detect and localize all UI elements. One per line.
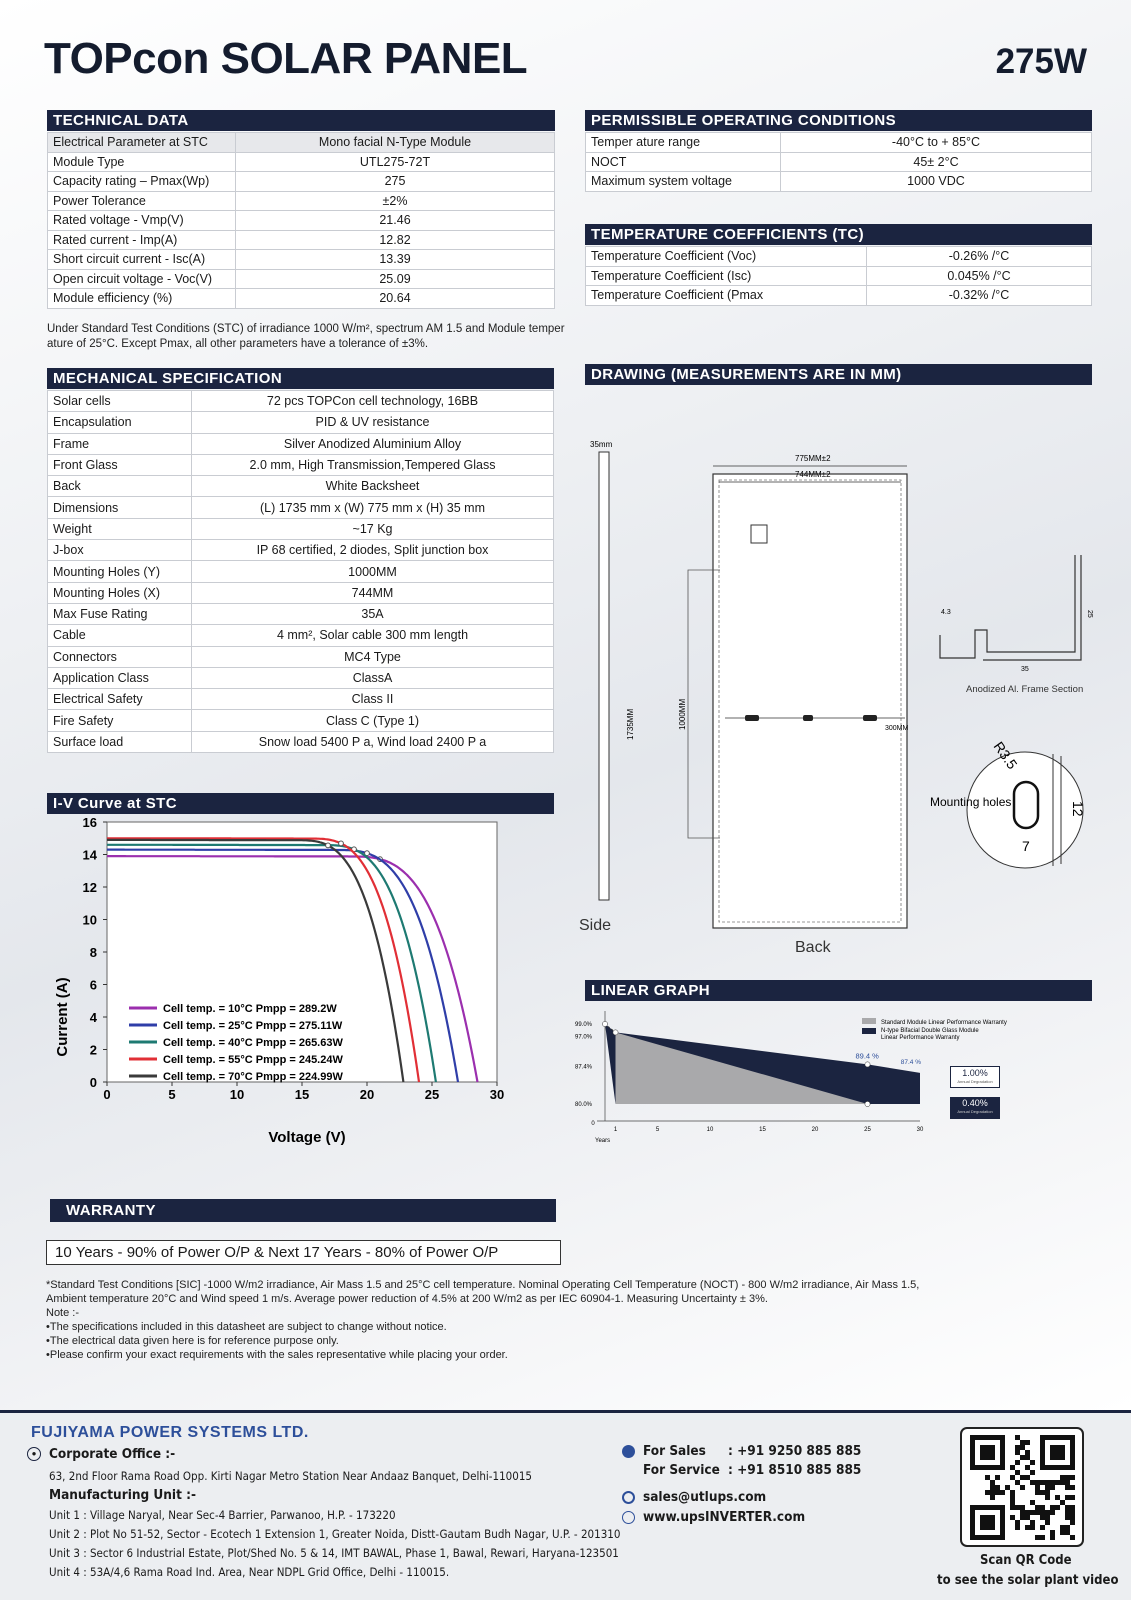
table-row [586, 133, 1092, 153]
param-name: Frame [48, 433, 192, 454]
table-row [48, 497, 554, 518]
mpp-point [339, 841, 344, 846]
table-row [48, 518, 554, 539]
frame-section [940, 555, 1075, 658]
location-icon: ● [27, 1447, 41, 1461]
x-tick-label: 10 [706, 1127, 714, 1133]
x-tick-label: 25 [424, 1087, 440, 1102]
unit-4: Unit 4 : 53A/4,6 Rama Road Ind. Area, Near NDPL Grid Office, Delhi - 110015. [49, 1565, 450, 1579]
param-name: Application Class [48, 667, 192, 688]
param-value: -0.32% /°C [867, 286, 1092, 306]
param-name: NOCT [586, 152, 781, 172]
table-row [48, 191, 555, 211]
service-label: For Service [643, 1462, 720, 1478]
email-icon [622, 1491, 635, 1504]
table-row [48, 476, 554, 497]
param-name: Fire Safety [48, 710, 192, 731]
company-name: FUJIYAMA POWER SYSTEMS LTD. [31, 1424, 309, 1441]
param-value: 13.39 [236, 250, 555, 270]
linear-x-axis-label: Years [595, 1138, 611, 1144]
table-row [48, 540, 554, 561]
sales-phone[interactable]: : +91 9250 885 885 [728, 1443, 862, 1459]
degradation-badge-ntype: 0.40% Annual Degradation [950, 1097, 1000, 1119]
param-value: -0.26% /°C [867, 247, 1092, 267]
y-tick-label: 10 [82, 912, 97, 928]
table-row [48, 152, 555, 172]
stc-note: Under Standard Test Conditions (STC) of irradiance 1000 W/m², spectrum AM 1.5 and Module temper ature of 25°C. Except Pmax, all other parameters have a tolerance of ±3%. [47, 323, 565, 350]
x-tick-label: 5 [168, 1087, 176, 1102]
param-value: ~17 Kg [192, 518, 554, 539]
iv-y-axis-label: Current (A) [54, 977, 71, 1057]
note-line: •The specifications included in this datasheet are subject to change without notice. [46, 1321, 447, 1333]
y-tick-label: 2 [89, 1042, 97, 1058]
param-value: Mono facial N-Type Module [236, 133, 555, 153]
table-row [48, 433, 554, 454]
legend-entry: Cell temp. = 70°C Pmpp = 224.99W [163, 1071, 343, 1083]
hole-width-label: 7 [1022, 838, 1030, 854]
temperature-coefficients-table [585, 246, 1092, 306]
table-row [586, 172, 1092, 192]
warranty-heading: WARRANTY [50, 1199, 556, 1222]
linear-point [613, 1030, 618, 1035]
param-value: White Backsheet [192, 476, 554, 497]
param-value: 1000MM [192, 561, 554, 582]
unit-3: Unit 3 : Sector 6 Industrial Estate, Plot/Shed No. 5 & 14, IMT BAWAL, Phase 1, Bawal, Rewari, Haryana-123501 [49, 1546, 619, 1560]
y-tick-label: 99.0% [575, 1022, 593, 1028]
page-title: TOPcon SOLAR PANEL [44, 34, 528, 83]
param-name: J-box [48, 540, 192, 561]
table-row [48, 731, 554, 752]
table-row [586, 286, 1092, 306]
radius-label: R3.5 [990, 738, 1021, 772]
y-tick-label: 14 [82, 847, 97, 863]
param-value: ±2% [236, 191, 555, 211]
iv-x-axis-label: Voltage (V) [268, 1129, 346, 1146]
cable-length-label: 300MM [885, 725, 909, 732]
x-tick-label: 5 [655, 1127, 660, 1133]
side-view-label: Side [579, 917, 612, 934]
y-tick-label: 4 [89, 1010, 97, 1025]
note-line: Note :- [46, 1307, 80, 1319]
linear-graph-heading: LINEAR GRAPH [585, 980, 1092, 1001]
param-name: Rated current - Imp(A) [48, 230, 236, 250]
corporate-address: 63, 2nd Floor Rama Road Opp. Kirti Nagar Metro Station Near Andaaz Banquet, Delhi-110015 [49, 1469, 532, 1483]
param-value: 21.46 [236, 211, 555, 231]
x-tick-label: 30 [916, 1127, 924, 1133]
table-row [48, 289, 555, 309]
x-tick-label: 15 [294, 1087, 310, 1102]
footer [0, 1410, 1131, 1600]
param-name: Max Fuse Rating [48, 603, 192, 624]
param-value: 275 [236, 172, 555, 192]
param-name: Module efficiency (%) [48, 289, 236, 309]
y-tick-label: 0 [89, 1075, 97, 1090]
x-tick-label: 0 [591, 1121, 595, 1127]
x-tick-label: 20 [811, 1127, 819, 1133]
annotation-89: 89.4 % [855, 1051, 879, 1061]
param-name: Front Glass [48, 454, 192, 475]
param-name: Temper ature range [586, 133, 781, 153]
param-name: Temperature Coefficient (Voc) [586, 247, 867, 267]
param-value: Snow load 5400 P a, Wind load 2400 P a [192, 731, 554, 752]
legend-entry: Cell temp. = 25°C Pmpp = 275.11W [163, 1020, 343, 1032]
note-line: *Standard Test Conditions [SIC] -1000 W/m2 irradiance, Air Mass 1.5 and 25°C cell temperature. Nominal Operating Cell Temperature (NOCT) - 800 W/m2 irradiance, Air Mass 1.5, [46, 1279, 920, 1291]
wattage-label: 275W [995, 42, 1087, 81]
linear-point [602, 1021, 607, 1026]
table-row [48, 211, 555, 231]
x-tick-label: 1 [613, 1127, 618, 1133]
x-tick-label: 10 [229, 1087, 245, 1102]
table-row [48, 230, 555, 250]
param-name: Electrical Parameter at STC [48, 133, 236, 153]
param-name: Rated voltage - Vmp(V) [48, 211, 236, 231]
x-tick-label: 25 [864, 1127, 871, 1133]
param-name: Electrical Safety [48, 689, 192, 710]
unit-2: Unit 2 : Plot No 51-52, Sector - Ecotech 1 Extension 1, Greater Noida, Distt-Gautam Budh Nagar, U.P. - 201310 [49, 1527, 621, 1541]
param-name: Mounting Holes (Y) [48, 561, 192, 582]
globe-icon [622, 1511, 635, 1524]
mounting-hole-slot [1014, 782, 1038, 828]
y-tick-label: 12 [82, 880, 97, 895]
technical-data-heading: TECHNICAL DATA [47, 110, 555, 131]
param-value: PID & UV resistance [192, 412, 554, 433]
module-drawing [579, 430, 1110, 970]
param-value: 72 pcs TOPCon cell technology, 16BB [192, 391, 554, 412]
table-row [48, 250, 555, 270]
drawing-heading: DRAWING (MEASUREMENTS ARE IN MM) [585, 364, 1092, 385]
param-value: 0.045% /°C [867, 266, 1092, 286]
datasheet-notes [46, 1278, 1086, 1362]
side-depth-label: 35mm [590, 440, 613, 449]
param-value: 20.64 [236, 289, 555, 309]
param-value: 45± 2°C [781, 152, 1092, 172]
param-name: Surface load [48, 731, 192, 752]
cable-connector [745, 715, 759, 721]
frame-caption: Anodized Al. Frame Section [966, 684, 1084, 695]
sales-label: For Sales [643, 1443, 706, 1459]
table-row [48, 646, 554, 667]
param-value: 35A [192, 603, 554, 624]
param-name: Cable [48, 625, 192, 646]
table-row [48, 667, 554, 688]
x-tick-label: 15 [759, 1127, 766, 1133]
param-value: 744MM [192, 582, 554, 603]
table-row [48, 172, 555, 192]
param-value: 1000 VDC [781, 172, 1092, 192]
mechanical-spec-table [47, 390, 554, 753]
x-tick-label: 20 [359, 1087, 375, 1102]
param-name: Weight [48, 518, 192, 539]
param-value: 2.0 mm, High Transmission,Tempered Glass [192, 454, 554, 475]
table-row [48, 454, 554, 475]
param-value: MC4 Type [192, 646, 554, 667]
param-name: Temperature Coefficient (Pmax [586, 286, 867, 306]
width-outer-label: 775MM±2 [795, 454, 831, 463]
y-tick-label: 87.4% [575, 1064, 593, 1071]
qr-code[interactable] [961, 1428, 1083, 1546]
hole-spacing-label: 1000MM [678, 698, 687, 730]
param-name: Open circuit voltage - Voc(V) [48, 269, 236, 289]
note-line: Ambient temperature 20°C and Wind speed 1 m/s. Average power reduction of 4.5% at 200 W/m2 as per IEC 60904-1. Measuring Uncertainty ± 3%. [46, 1293, 768, 1305]
y-tick-label: 16 [82, 815, 97, 830]
iv-curve-heading: I-V Curve at STC [47, 793, 554, 814]
mpp-point [326, 843, 331, 848]
param-name: Back [48, 476, 192, 497]
frame-lip-label: 4.3 [941, 609, 951, 616]
param-value: 12.82 [236, 230, 555, 250]
table-row [48, 561, 554, 582]
length-label: 1735MM [626, 708, 635, 740]
param-name: Temperature Coefficient (Isc) [586, 266, 867, 286]
param-value: Class II [192, 689, 554, 710]
qr-caption-2: to see the solar plant video [937, 1573, 1119, 1588]
legend-entry: Cell temp. = 55°C Pmpp = 245.24W [163, 1054, 343, 1066]
back-view-frame [713, 474, 907, 928]
legend-entry: Cell temp. = 40°C Pmpp = 265.63W [163, 1037, 343, 1049]
y-tick-label: 8 [89, 945, 97, 960]
operating-conditions-heading: PERMISSIBLE OPERATING CONDITIONS [585, 110, 1092, 131]
linear-point [865, 1062, 870, 1067]
param-name: Short circuit current - Isc(A) [48, 250, 236, 270]
qr-caption-1: Scan QR Code [980, 1553, 1072, 1568]
frame-width-label: 35 [1021, 666, 1029, 673]
param-name: Connectors [48, 646, 192, 667]
phone-icon [622, 1445, 635, 1458]
temperature-coefficients-heading: TEMPERATURE COEFFICIENTS (TC) [585, 224, 1092, 245]
operating-conditions-table [585, 132, 1092, 192]
width-inner-label: 744MM±2 [795, 470, 831, 479]
table-row [586, 247, 1092, 267]
back-view-label: Back [795, 939, 831, 956]
table-row [48, 391, 554, 412]
table-row [586, 266, 1092, 286]
param-name: Power Tolerance [48, 191, 236, 211]
param-name: Maximum system voltage [586, 172, 781, 192]
technical-data-table [47, 132, 555, 309]
param-value: (L) 1735 mm x (W) 775 mm x (H) 35 mm [192, 497, 554, 518]
degradation-badge-standard: 1.00% Annual Degradation [950, 1066, 1000, 1088]
table-row [48, 269, 555, 289]
junction-box [751, 525, 767, 543]
note-line: •The electrical data given here is for reference purpose only. [46, 1335, 339, 1347]
unit-1: Unit 1 : Village Naryal, Near Sec-4 Barrier, Parwanoo, H.P. - 173220 [49, 1508, 396, 1522]
param-value: UTL275-72T [236, 152, 555, 172]
side-view-frame [599, 452, 609, 900]
email-link[interactable]: sales@utlups.com [643, 1489, 767, 1505]
website-link[interactable]: www.upsINVERTER.com [643, 1509, 806, 1525]
linear-point [865, 1101, 870, 1106]
mechanical-spec-heading: MECHANICAL SPECIFICATION [47, 368, 554, 389]
param-name: Solar cells [48, 391, 192, 412]
x-tick-label: 30 [489, 1087, 505, 1102]
table-row [48, 710, 554, 731]
param-value: Silver Anodized Aluminium Alloy [192, 433, 554, 454]
param-name: Encapsulation [48, 412, 192, 433]
iv-curve-chart [47, 815, 567, 1152]
param-name: Dimensions [48, 497, 192, 518]
svg-text:Linear Performance Warranty: Linear Performance Warranty [881, 1035, 960, 1041]
table-row [48, 133, 555, 153]
hole-height-label: 12 [1070, 801, 1086, 817]
y-tick-label: 6 [89, 977, 97, 993]
param-value: -40°C to + 85°C [781, 133, 1092, 153]
linear-legend-ntype: N-type Bifacial Double Glass Module [881, 1028, 979, 1034]
table-row [48, 689, 554, 710]
linear-legend-standard: Standard Module Linear Performance Warranty [881, 1020, 1007, 1026]
param-value: Class C (Type 1) [192, 710, 554, 731]
warranty-terms: 10 Years - 90% of Power O/P & Next 17 Years - 80% of Power O/P [46, 1240, 561, 1265]
manufacturing-label: Manufacturing Unit :- [49, 1487, 197, 1503]
table-row [48, 412, 554, 433]
param-name: Mounting Holes (X) [48, 582, 192, 603]
param-value: 25.09 [236, 269, 555, 289]
table-row [48, 625, 554, 646]
x-tick-label: 0 [103, 1087, 111, 1102]
param-value: ClassA [192, 667, 554, 688]
table-row [48, 582, 554, 603]
y-tick-label: 80.0% [575, 1102, 593, 1108]
annotation-87: 87.4 % [900, 1058, 921, 1066]
param-value: 4 mm², Solar cable 300 mm length [192, 625, 554, 646]
mounting-holes-label: Mounting holes [930, 795, 1012, 809]
param-name: Module Type [48, 152, 236, 172]
corporate-label: Corporate Office :- [49, 1446, 176, 1462]
frame-height-label: 25 [1086, 610, 1093, 618]
service-phone[interactable]: : +91 8510 885 885 [728, 1462, 862, 1478]
table-row [48, 603, 554, 624]
note-line: •Please confirm your exact requirements with the sales representative while placing your order. [46, 1349, 508, 1361]
y-tick-label: 97.0% [575, 1034, 593, 1041]
param-name: Capacity rating – Pmax(Wp) [48, 172, 236, 192]
legend-entry: Cell temp. = 10°C Pmpp = 289.2W [163, 1003, 337, 1015]
param-value: IP 68 certified, 2 diodes, Split junction box [192, 540, 554, 561]
table-row [586, 152, 1092, 172]
